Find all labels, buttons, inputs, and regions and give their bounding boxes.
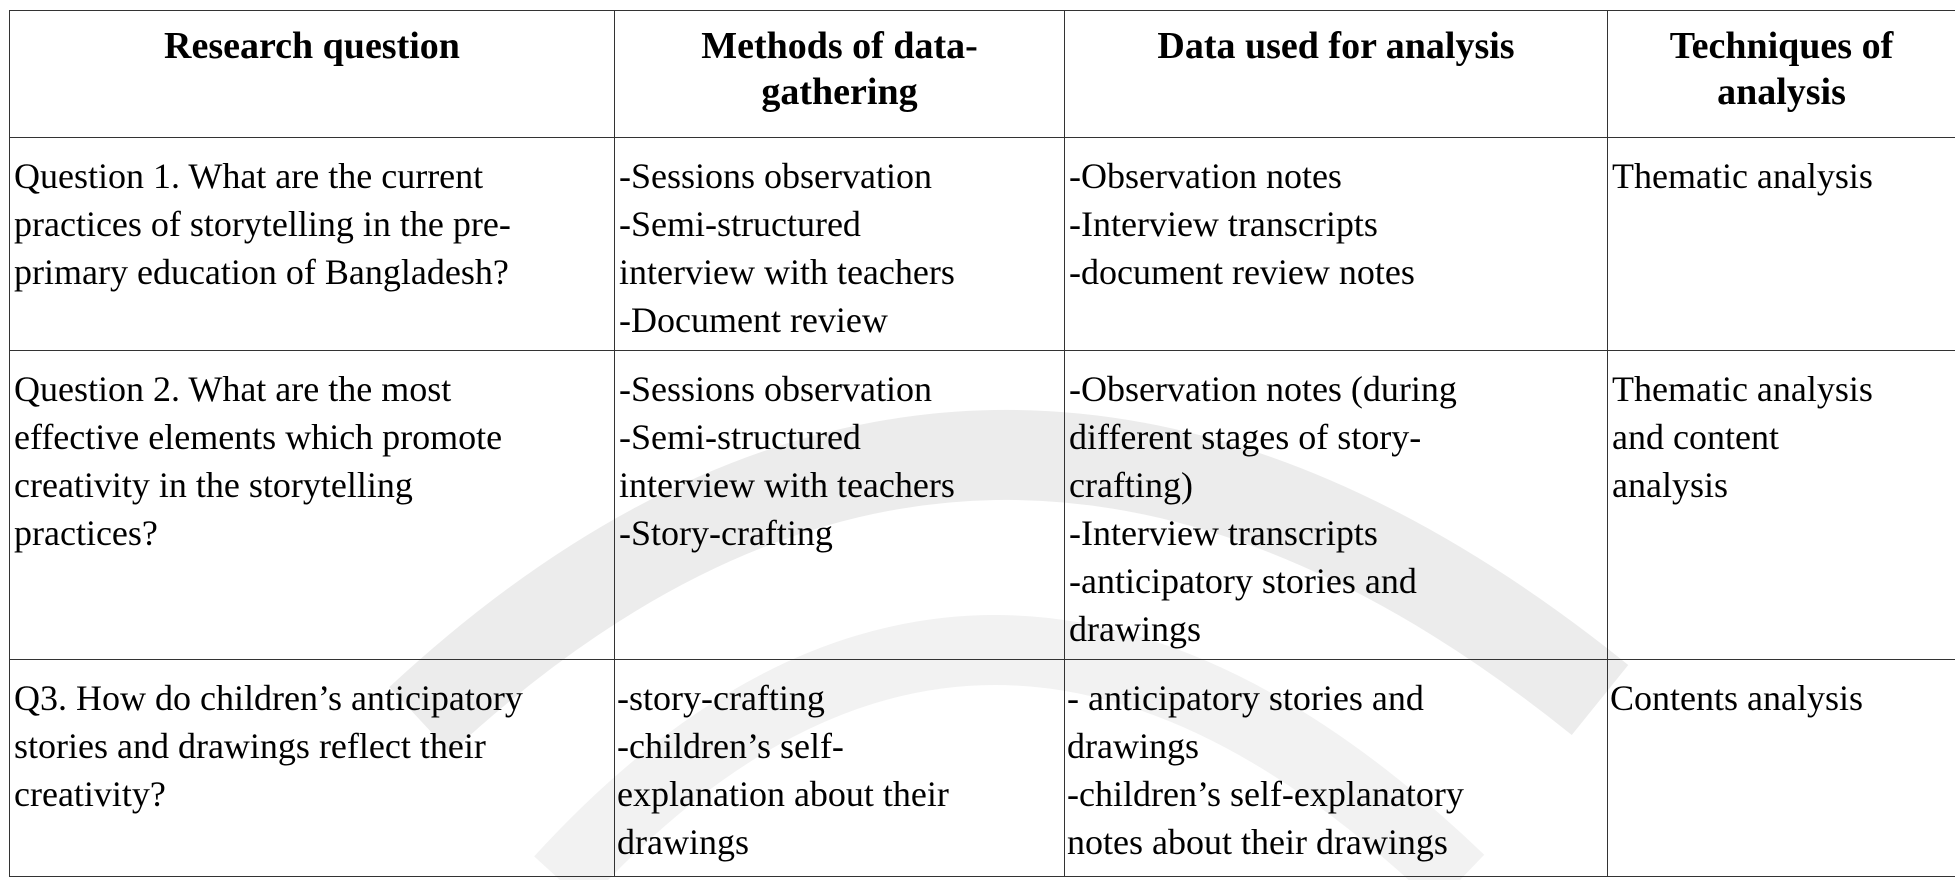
cell-line: drawings [617,822,749,862]
cell-line: -children’s self- [617,726,844,766]
cell-line: creativity in the storytelling [14,465,413,505]
header-line: Methods of data- [701,25,978,67]
cell-line: different stages of story- [1069,417,1422,457]
table-row [10,660,1955,877]
cell-line: -Observation notes (during [1069,369,1457,409]
cell-line: primary education of Bangladesh? [14,252,509,292]
cell-line: Question 1. What are the current [14,156,484,196]
cell-line: -children’s self-explanatory [1067,774,1464,814]
cell-line: -Story-crafting [619,513,833,553]
table-row [10,138,1955,351]
header-data-used [1065,11,1608,138]
cell-line: notes about their drawings [1067,822,1448,862]
cell-line: analysis [1612,465,1728,505]
cell-line: -document review notes [1069,252,1415,292]
cell-line: -Sessions observation [619,369,932,409]
cell-line: Thematic analysis [1612,156,1873,196]
cell-line: drawings [1069,609,1201,649]
cell-line: interview with teachers [619,252,955,292]
cell-techniques [1608,351,1955,660]
cell-line: stories and drawings reflect their [14,726,486,766]
cell-line: Contents analysis [1610,678,1863,718]
cell-line: -anticipatory stories and [1069,561,1417,601]
cell-line: -Semi-structured [619,417,861,457]
header-line: Research question [164,25,460,67]
cell-line: Q3. How do children’s anticipatory [14,678,523,718]
cell-data-used [1065,138,1608,351]
cell-techniques [1608,138,1955,351]
cell-line: -Sessions observation [619,156,932,196]
header-line: Techniques of [1669,25,1894,67]
cell-line: practices of storytelling in the pre- [14,204,511,244]
cell-line: drawings [1067,726,1199,766]
cell-line: crafting) [1069,465,1193,505]
cell-line: -Document review [619,300,888,340]
cell-methods [615,351,1065,660]
cell-line: creativity? [14,774,166,814]
cell-data-used [1065,351,1608,660]
cell-line: practices? [14,513,158,553]
cell-data-used [1065,660,1608,877]
cell-line: interview with teachers [619,465,955,505]
cell-research-question [10,660,615,877]
header-methods [615,11,1065,138]
cell-line: Thematic analysis [1612,369,1873,409]
header-line: gathering [761,71,918,113]
data-analysis-table [9,10,1955,877]
cell-line: - anticipatory stories and [1067,678,1424,718]
header-line: Data used for analysis [1157,25,1515,67]
cell-line: -Observation notes [1069,156,1342,196]
cell-research-question [10,138,615,351]
cell-methods [615,660,1065,877]
header-techniques [1608,11,1955,138]
table-header-row [10,11,1955,138]
cell-research-question [10,351,615,660]
cell-line: and content [1612,417,1779,457]
cell-line: -Interview transcripts [1069,513,1378,553]
cell-line: explanation about their [617,774,949,814]
cell-methods [615,138,1065,351]
cell-techniques [1608,660,1955,877]
header-research-question [10,11,615,138]
header-line: analysis [1717,71,1846,113]
cell-line: Question 2. What are the most [14,369,452,409]
cell-line: -story-crafting [617,678,825,718]
cell-line: effective elements which promote [14,417,503,457]
cell-line: -Semi-structured [619,204,861,244]
table-row [10,351,1955,660]
cell-line: -Interview transcripts [1069,204,1378,244]
